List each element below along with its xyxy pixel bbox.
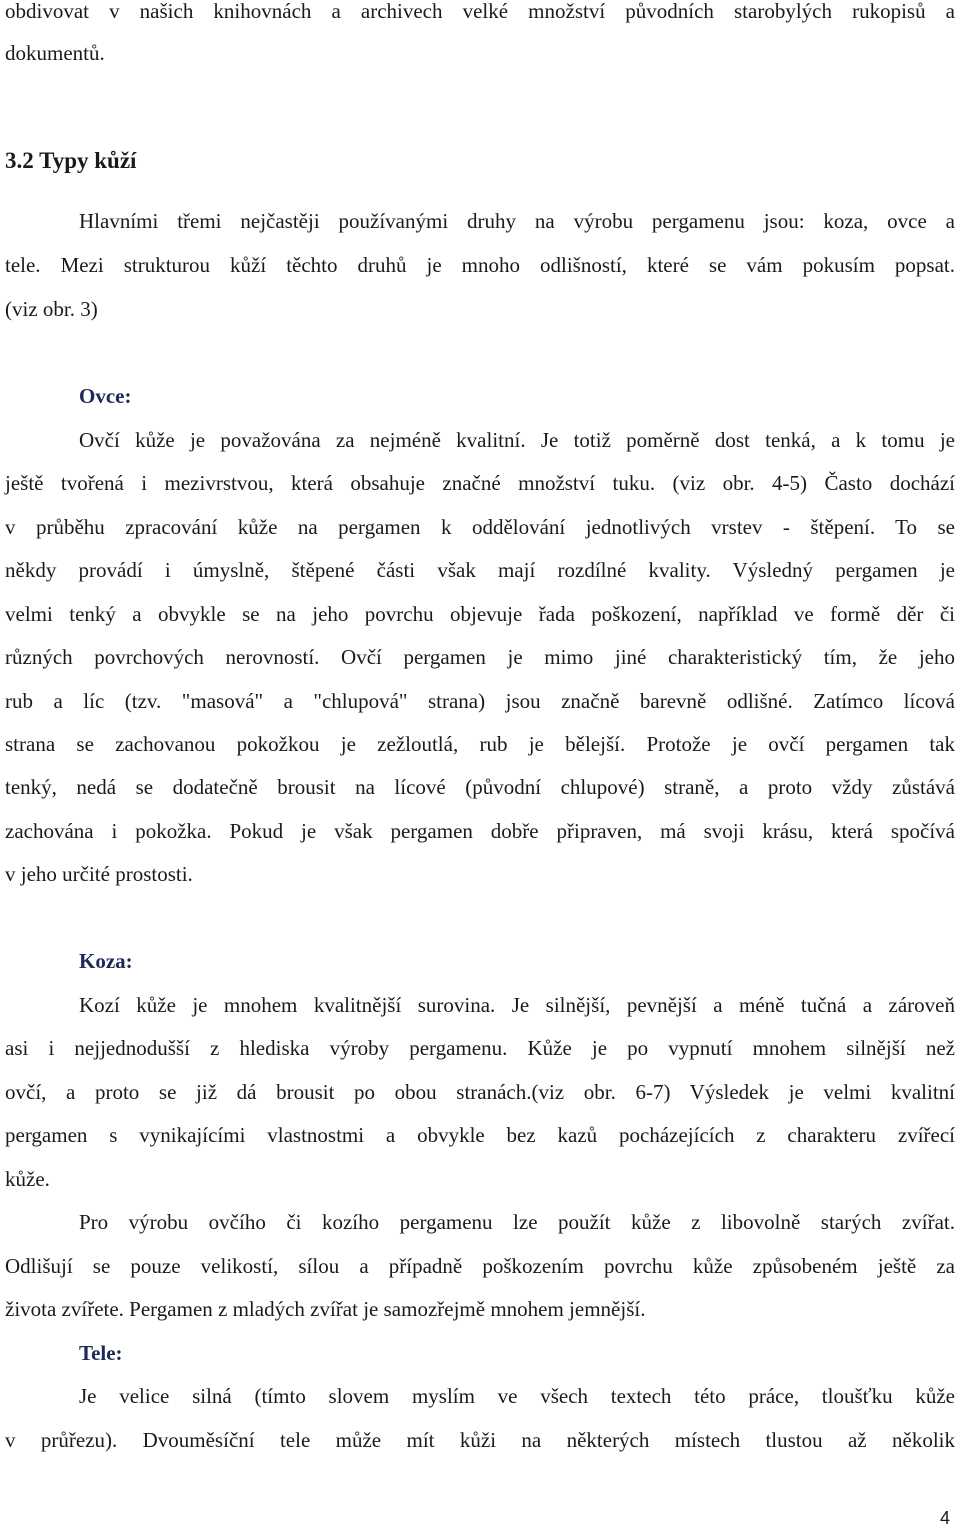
ovce-line-8: strana se zachovanou pokožkou je zežloutlá, rub je bělejší. Protože je ovčí pergamen tak bbox=[5, 732, 955, 756]
page-number: 4 bbox=[939, 1508, 950, 1528]
koza-heading: Koza: bbox=[79, 949, 133, 973]
ovce-line-9: tenký, nedá se dodatečně brousit na lícové (původní chlupové) straně, a proto vždy zůstává bbox=[5, 775, 955, 799]
tele-line-2: v průřezu). Dvouměsíční tele může mít kůži na některých místech tlustou až několik bbox=[5, 1428, 955, 1452]
tele-heading: Tele: bbox=[79, 1341, 123, 1365]
ovce-line-7: rub a líc (tzv. "masová" a "chlupová" strana) jsou značně barevně odlišné. Zatímco lícová bbox=[5, 689, 955, 713]
ovce-line-6: různých povrchových nerovností. Ovčí pergamen je mimo jiné charakteristický tím, že jeho bbox=[5, 645, 955, 669]
intro-line-2: dokumentů. bbox=[5, 41, 105, 65]
koza-para2-line-2: Odlišují se pouze velikostí, sílou a případně poškozením povrchu kůže způsobeném ještě za bbox=[5, 1254, 955, 1278]
ovce-line-10: zachována i pokožka. Pokud je však pergamen dobře připraven, má svoji krásu, která spočívá bbox=[5, 819, 955, 843]
koza-line-3: ovčí, a proto se již dá brousit po obou stranách.(viz obr. 6-7) Výsledek je velmi kvalitní bbox=[5, 1080, 955, 1104]
section-heading: 3.2 Typy kůží bbox=[5, 148, 137, 173]
koza-para2-line-3: života zvířete. Pergamen z mladých zvířat je samozřejmě mnohem jemnější. bbox=[5, 1297, 646, 1321]
ovce-line-11: v jeho určité prostosti. bbox=[5, 862, 193, 886]
ovce-line-2: ještě tvořená i mezivrstvou, která obsahuje značné množství tuku. (viz obr. 4-5) Často dochází bbox=[5, 471, 955, 495]
section-line-3: (viz obr. 3) bbox=[5, 297, 98, 321]
ovce-line-1: Ovčí kůže je považována za nejméně kvalitní. Je totiž poměrně dost tenká, a k tomu je bbox=[79, 428, 955, 452]
ovce-line-5: velmi tenký a obvykle se na jeho povrchu objevuje řada poškození, například ve formě děr či bbox=[5, 602, 955, 626]
section-line-2: tele. Mezi strukturou kůží těchto druhů je mnoho odlišností, které se vám pokusím popsat. bbox=[5, 253, 955, 277]
koza-line-2: asi i nejjednodušší z hlediska výroby pergamenu. Kůže je po vypnutí mnohem silnější než bbox=[5, 1036, 955, 1060]
ovce-line-4: někdy provádí i úmyslně, štěpené části však mají rozdílné kvality. Výsledný pergamen je bbox=[5, 558, 955, 582]
koza-line-1: Kozí kůže je mnohem kvalitnější surovina. Je silnější, pevnější a méně tučná a zároveň bbox=[79, 993, 955, 1017]
section-line-1: Hlavními třemi nejčastěji používanými druhy na výrobu pergamenu jsou: koza, ovce a bbox=[79, 209, 955, 233]
koza-line-4: pergamen s vynikajícími vlastnostmi a obvykle bez kazů pocházejících z charakteru zvířecí bbox=[5, 1123, 955, 1147]
koza-line-5: kůže. bbox=[5, 1167, 50, 1191]
ovce-line-3: v průběhu zpracování kůže na pergamen k oddělování jednotlivých vrstev - štěpení. To se bbox=[5, 515, 955, 539]
ovce-heading: Ovce: bbox=[79, 384, 132, 408]
tele-line-1: Je velice silná (tímto slovem myslím ve všech textech této práce, tloušťku kůže bbox=[79, 1384, 955, 1408]
intro-line-1: obdivovat v našich knihovnách a archivech velké množství původních starobylých rukopisů a bbox=[5, 0, 955, 23]
koza-para2-line-1: Pro výrobu ovčího či kozího pergamenu lze použít kůže z libovolně starých zvířat. bbox=[79, 1210, 955, 1234]
